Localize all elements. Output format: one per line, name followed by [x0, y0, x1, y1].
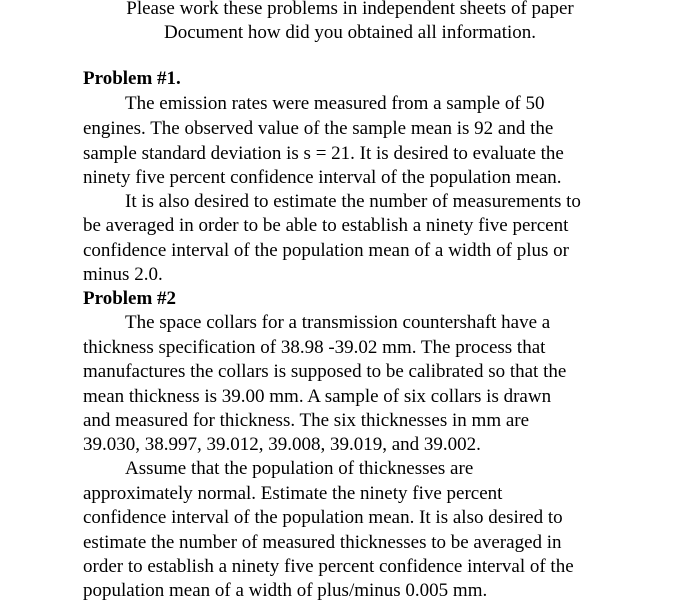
problem-2-line: The space collars for a transmission countershaft have a — [125, 312, 551, 333]
problem-1-line: be averaged in order to be able to establish a ninety five percent — [83, 215, 569, 236]
problem-1-line: The emission rates were measured from a sample of 50 — [125, 93, 545, 114]
problem-1-line: minus 2.0. — [83, 264, 163, 285]
problem-1-line: It is also desired to estimate the number of measurements to — [125, 191, 581, 212]
problem-2-line: approximately normal. Estimate the ninety five percent — [83, 483, 503, 504]
problem-2-line: and measured for thickness. The six thicknesses in mm are — [83, 410, 530, 431]
problem-2-line: estimate the number of measured thicknesses to be averaged in — [83, 532, 562, 553]
problem-2-line: Assume that the population of thicknesses are — [125, 458, 474, 479]
problem-1-line: engines. The observed value of the sample mean is 92 and the — [83, 118, 554, 139]
problem-2-line: manufactures the collars is supposed to be calibrated so that the — [83, 361, 567, 382]
problem-2-line: population mean of a width of plus/minus 0.005 mm. — [83, 580, 488, 601]
problem-2-heading: Problem #2 — [83, 288, 177, 309]
problem-2-line: confidence interval of the population mean. It is also desired to — [83, 507, 563, 528]
problem-1-heading: Problem #1. — [83, 68, 181, 89]
problem-2-line: thickness specification of 38.98 -39.02 mm. The process that — [83, 337, 546, 358]
instruction-line-1: Please work these problems in independent sheets of paper — [126, 0, 574, 19]
problem-1-line: sample standard deviation is s = 21. It is desired to evaluate the — [83, 143, 564, 164]
instruction-line-2: Document how did you obtained all information. — [163, 22, 536, 43]
problem-1-line: ninety five percent confidence interval of the population mean. — [83, 167, 562, 188]
problem-2-line: 39.030, 38.997, 39.012, 39.008, 39.019, and 39.002. — [83, 434, 481, 455]
problem-1-line: confidence interval of the population mean of a width of plus or — [83, 240, 569, 261]
problem-2-line: mean thickness is 39.00 mm. A sample of six collars is drawn — [83, 386, 552, 407]
problem-2-line: order to establish a ninety five percent confidence interval of the — [83, 556, 574, 577]
